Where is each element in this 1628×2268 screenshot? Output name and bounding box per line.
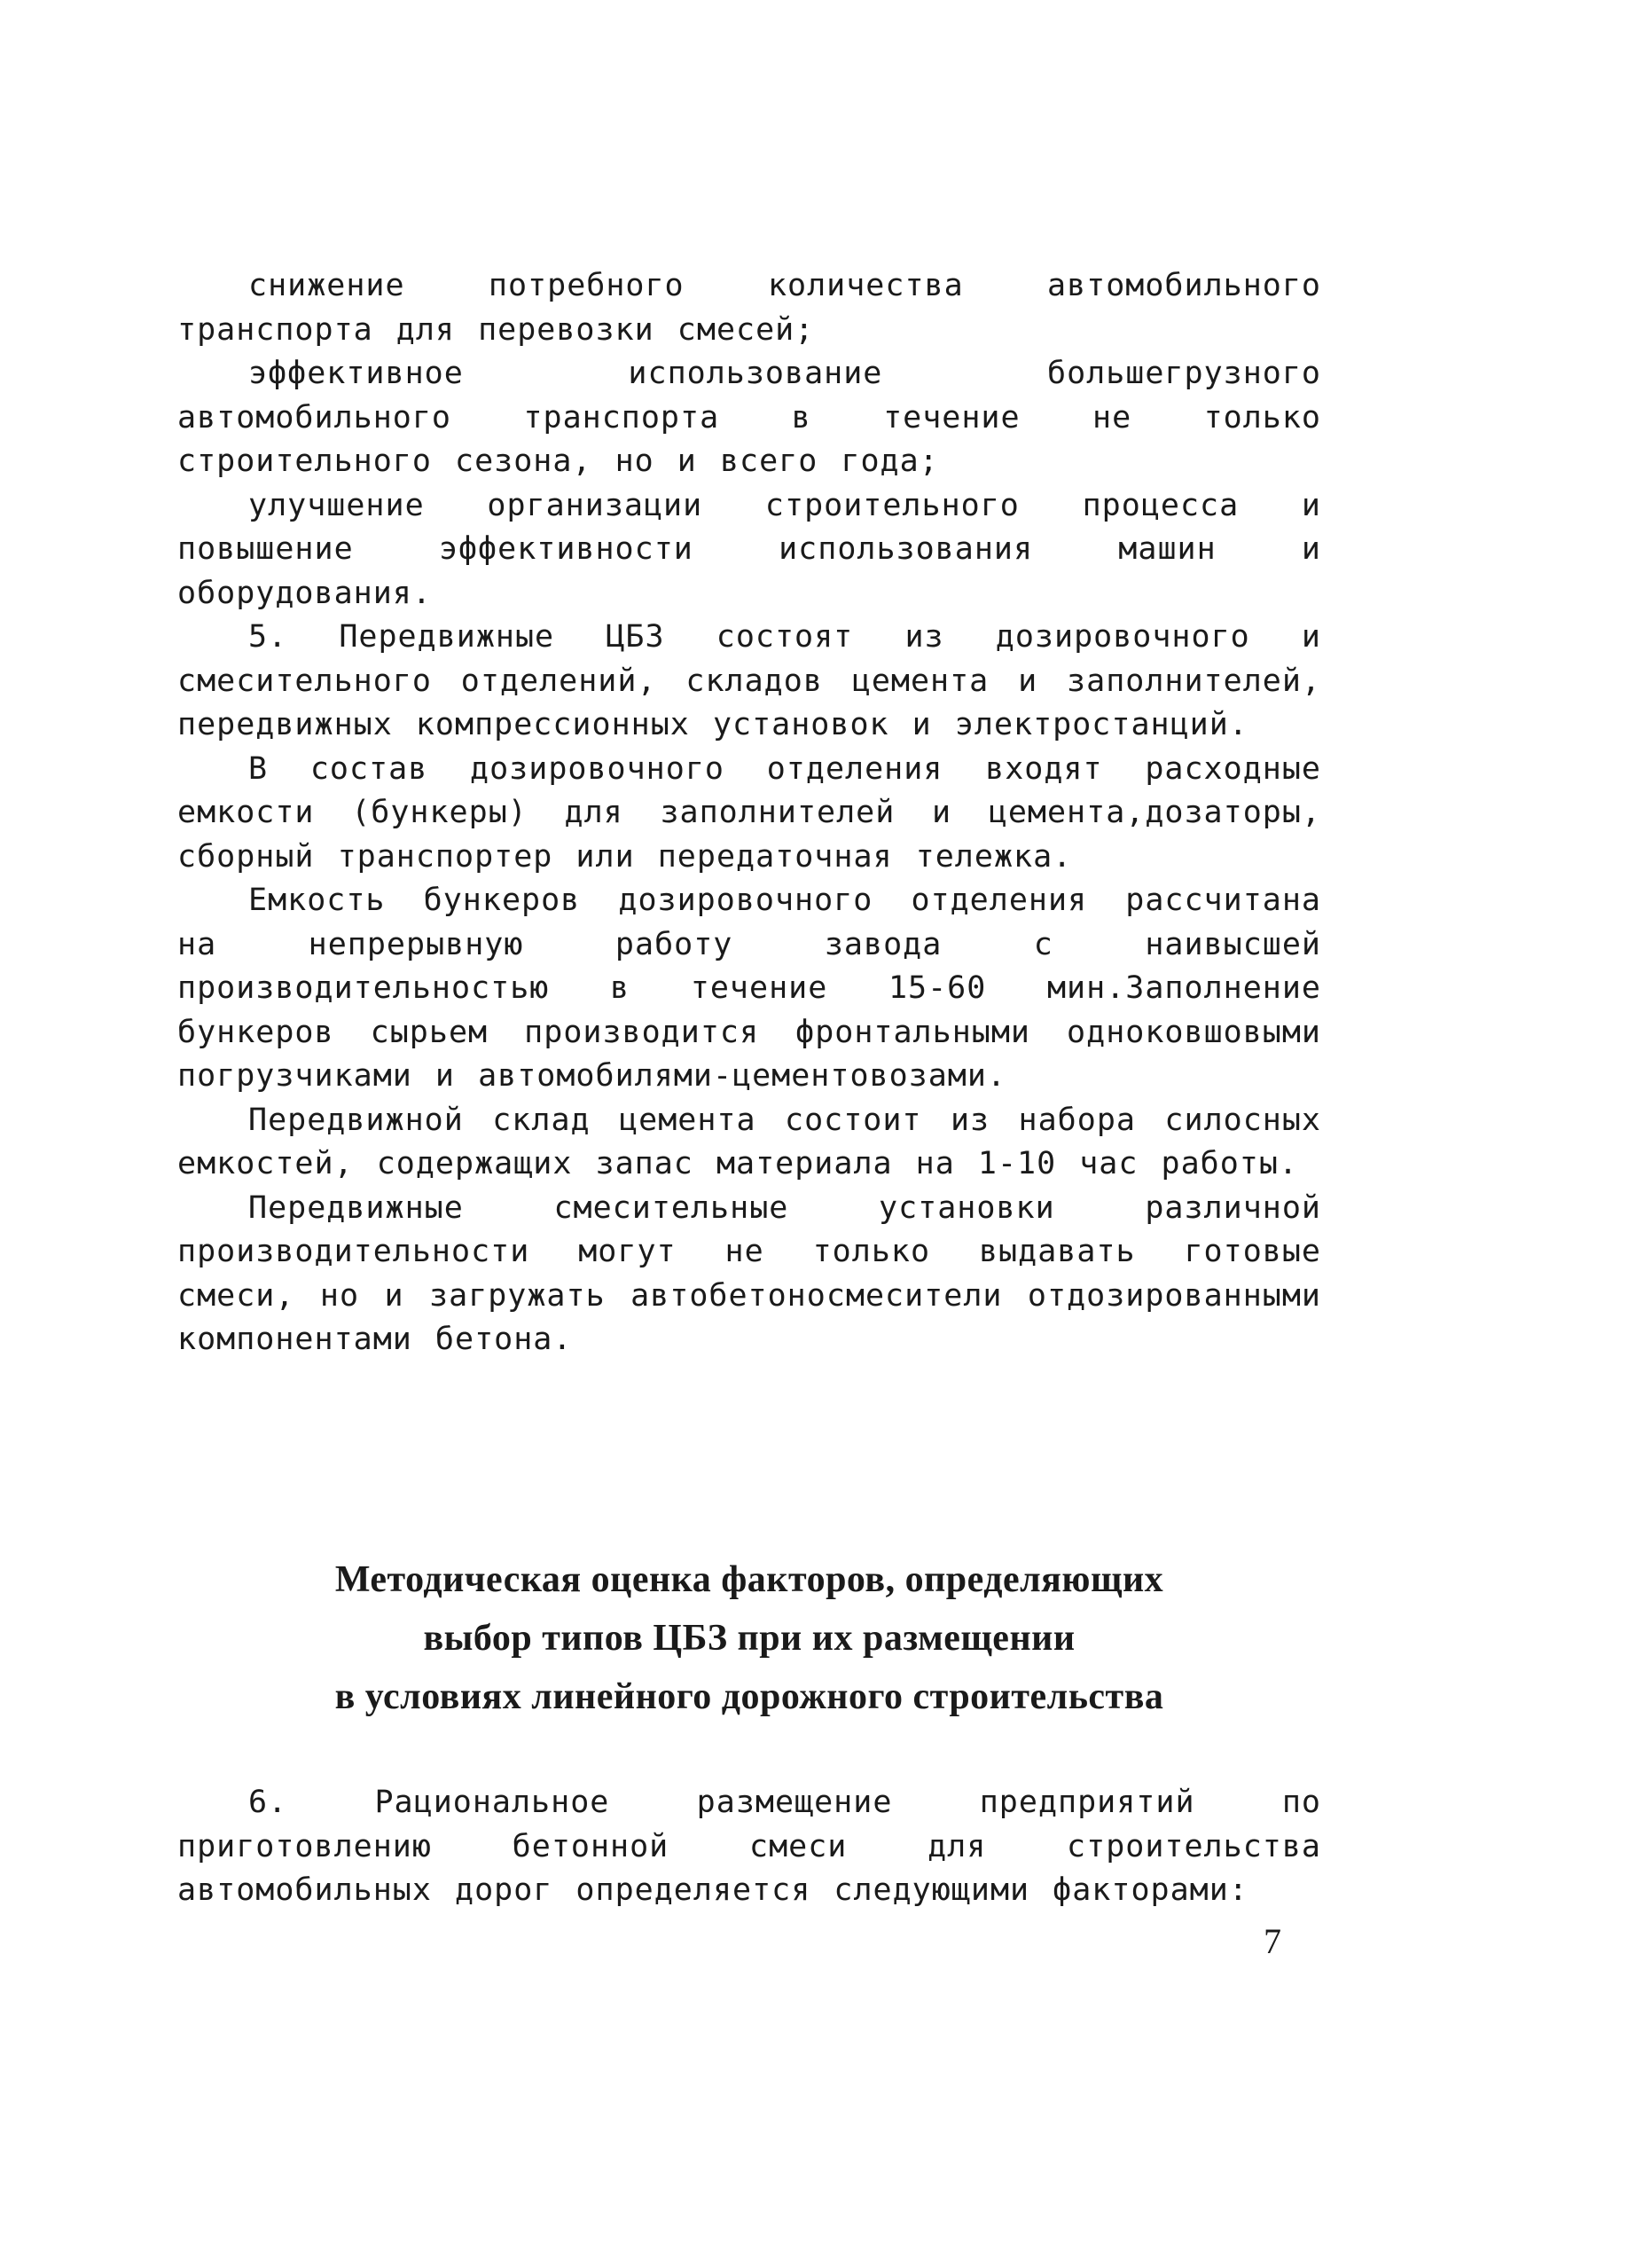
section-heading-line-1: Методическая оценка факторов, определяющих <box>334 1559 1164 1600</box>
body-text-block-2 <box>177 1781 1321 1913</box>
paragraph-mixing-units: Передвижные смесительные установки различной производительности могут не только выдавать готовые смеси, но и загружать автобетоносмесители отдозированными компонентами бетона. <box>177 1189 1321 1357</box>
section-heading <box>177 1550 1321 1726</box>
paragraph-bunker-capacity: Емкость бункеров дозировочного отделения рассчитана на непрерывную работу завода с наивысшей производительностью в течение 15-60 мин.Заполнение бункеров сырьем производится фронтальными одноковшовыми погрузчиками и автомобилями-цементовозами. <box>177 883 1321 1094</box>
paragraph-item-5: 5. Передвижные ЦБЗ состоят из дозировочного и смесительного отделений, складов цемента и заполнителей, передвижных компрессионных установок и электростанций. <box>177 619 1321 742</box>
paragraph-cement-warehouse: Передвижной склад цемента состоит из набора силосных емкостей, содержащих запас материала на 1-10 час работы. <box>177 1102 1321 1181</box>
section-heading-line-3: в условиях линейного дорожного строительства <box>334 1676 1164 1717</box>
paragraph-organization: улучшение организации строительного процесса и повышение эффективности использования машин и оборудования. <box>177 487 1321 611</box>
section-heading-line-2: выбор типов ЦБЗ при их размещении <box>423 1618 1076 1659</box>
paragraph-item-6: 6. Рациональное размещение предприятий по приготовлению бетонной смеси для строительства автомобильных дорог определяется следующими факторами: <box>177 1785 1321 1908</box>
page-number: 7 <box>1264 1921 1281 1961</box>
body-text-block-1 <box>177 264 1321 1362</box>
paragraph-effective-use: эффективное использование большегрузного автомобильного транспорта в течение не только строительного сезона, но и всего года; <box>177 356 1321 479</box>
paragraph-transport-reduction: снижение потребного количества автомобильного транспорта для перевозки смесей; <box>177 268 1321 348</box>
paragraph-dosing-department: В состав дозировочного отделения входят расходные емкости (бункеры) для заполнителей и цемента,дозаторы, сборный транспортер или передаточная тележка. <box>177 750 1321 875</box>
